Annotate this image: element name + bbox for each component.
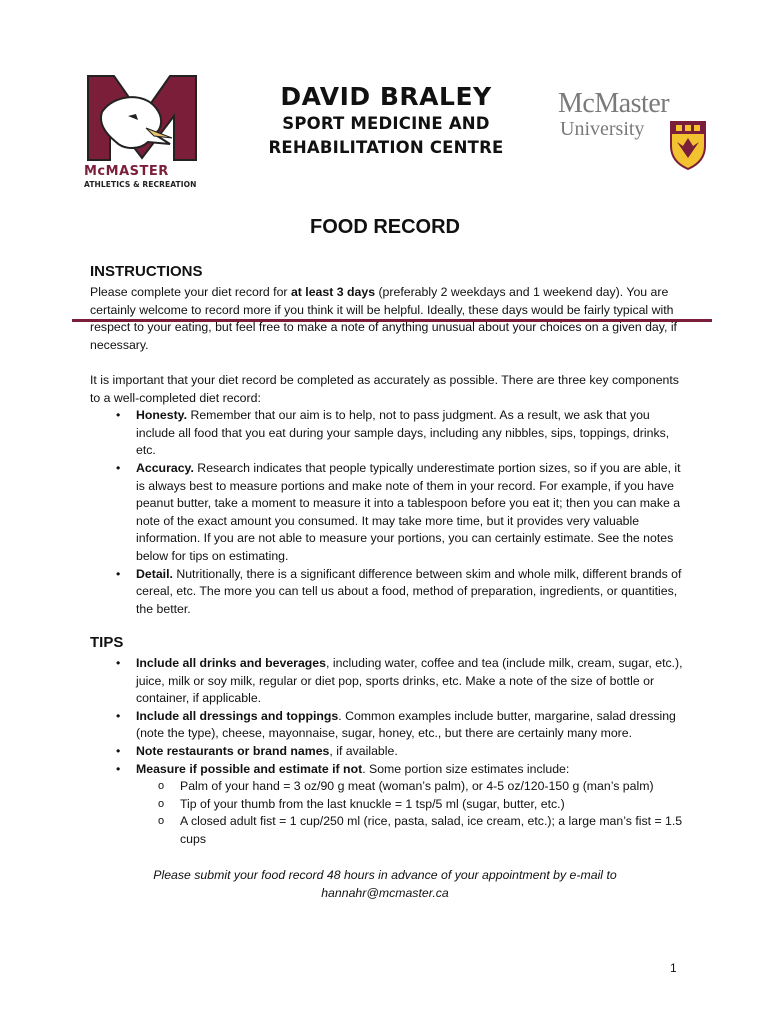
page-title: FOOD RECORD — [310, 216, 460, 238]
list-item — [90, 566, 690, 619]
list-item-text: . Some portion size estimates include: — [362, 761, 570, 776]
estimate-item: o Tip of your thumb from the last knuckle = 1 tsp/5 ml (sugar, butter, etc.) — [136, 796, 690, 814]
list-item-bold: Include all dressings and toppings — [136, 708, 339, 723]
centre-name-line3: REHABILITATION CENTRE — [268, 138, 504, 157]
athletics-wordmark: McMASTER — [84, 164, 169, 179]
list-item — [90, 743, 690, 761]
university-wordmark: McMaster — [558, 88, 670, 119]
list-item-text: Remember that our aim is to help, not to pass judgment. As a result, we ask that you include all food that you eat during your sample days, including any nibbles, sips, toppings, drinks, etc. — [136, 408, 670, 458]
list-item-text: Nutritionally, there is a significant difference between skim and whole milk, different brands of cereal, etc. The more you can tell us about a food, method of preparation, ingredients, or quantities, the better. — [136, 566, 682, 616]
list-item — [90, 655, 690, 708]
list-item — [90, 460, 690, 566]
list-item-bold: Include all drinks and beverages — [136, 656, 326, 670]
instructions-heading: INSTRUCTIONS — [90, 263, 203, 280]
estimates-list — [136, 778, 690, 848]
centre-name — [236, 82, 536, 160]
list-item-text: Research indicates that people typically underestimate portion sizes, so if you are able, it is always best to measure portions and make note of them in your record. For example, if you have peanut butter, take a moment to measure it into a tablespoon before you eat it; then you can make a note of the exact amount you consumed. It may take more time, but it provides very valuable information. If you are not able to measure your portions, you can certainly estimate. See the notes below for tips on estimating. — [136, 460, 681, 563]
centre-name-line1: DAVID BRALEY — [280, 82, 492, 111]
list-item-bold: Accuracy. — [136, 460, 194, 475]
page-number: 1 — [670, 961, 677, 975]
list-item-bold: Measure if possible and estimate if not — [136, 761, 363, 776]
list-item-bold: Note restaurants or brand names — [136, 743, 330, 758]
list-item-text: . Common examples include butter, margarine, salad dressing (note the type), cheese, mayonnaise, sugar, honey, etc., but there are certainly many more. — [136, 708, 676, 741]
list-item — [90, 708, 690, 743]
p1-text-post: (preferably 2 weekdays and 1 weekend day). You are certainly welcome to record more if you think it will be helpful. Ideally, these days would be fairly typical with respect to your eating, but feel free to make a note of anything unusual about your choices on a given day, if necessary. — [90, 285, 677, 352]
centre-name-line2: SPORT MEDICINE AND — [282, 114, 490, 133]
submission-note-line1: Please submit your food record 48 hours in advance of your appointment by e-mail to — [153, 868, 617, 882]
list-item-text: , including water, coffee and tea (include milk, cream, sugar, etc.), juice, milk or soy milk, regular or diet pop, sports drinks, etc. Make a note of the size of bottle or container, if applicable. — [136, 656, 683, 706]
tips-body — [90, 655, 690, 849]
estimate-item: o Palm of your hand = 3 oz/90 g meat (woman’s palm), or 4-5 oz/120-150 g (man’s palm) — [136, 778, 690, 796]
instructions-paragraph-2: It is important that your diet record be completed as accurately as possible. There are three key components to a well-completed diet record: — [90, 372, 679, 405]
list-item — [90, 761, 690, 849]
athletics-subtitle: ATHLETICS & RECREATION — [84, 180, 197, 189]
instructions-body — [90, 284, 690, 618]
university-crest-icon — [669, 120, 707, 170]
university-subtitle: University — [560, 118, 645, 140]
list-item-bold: Detail. — [136, 566, 173, 581]
tips-heading: TIPS — [90, 634, 124, 651]
submission-note — [90, 866, 680, 902]
p1-text-pre: Please complete your diet record for — [90, 285, 291, 299]
p1-text-bold: at least 3 days — [290, 285, 376, 299]
instructions-paragraph-1 — [90, 284, 690, 354]
list-item — [90, 407, 690, 460]
list-item-text: , if available. — [329, 743, 398, 758]
list-item-bold: Honesty. — [136, 408, 188, 423]
estimate-item: o A closed adult fist = 1 cup/250 ml (rice, pasta, salad, ice cream, etc.); a large man’s fist = 1.5 cups — [136, 813, 690, 848]
tips-list — [90, 655, 690, 849]
instructions-list — [90, 407, 690, 618]
contact-email: hannahr@mcmaster.ca — [321, 886, 449, 900]
